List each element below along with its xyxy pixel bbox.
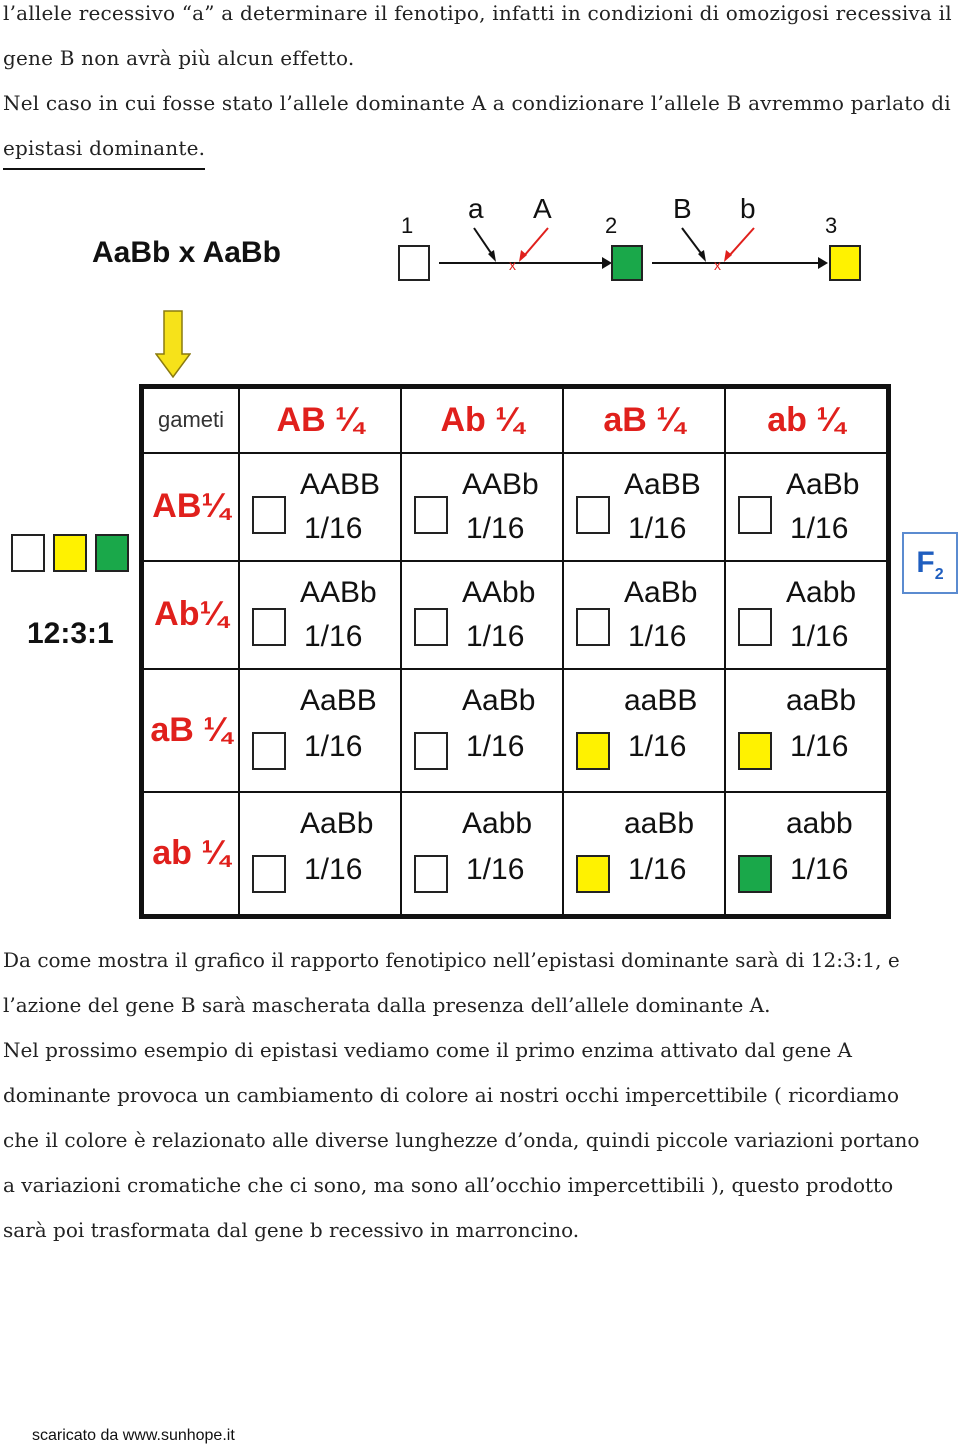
pathway-arrow-B: [682, 228, 703, 256]
fraction: 1/16: [790, 729, 849, 763]
punnett-cell: [563, 561, 725, 669]
pathway-arrowhead-A: [519, 250, 527, 262]
intro-line-3: Nel caso in cui fosse stato l’allele dominante A a condizionare l’allele B avremmo parlato di: [3, 91, 951, 115]
punnett-cell: [239, 669, 401, 792]
phenotype-box: [252, 855, 286, 893]
row-header-Ab: Ab¼: [142, 561, 240, 669]
pathway-arrowhead-b: [724, 250, 732, 262]
intro-line-1: l’allele recessivo “a” a determinare il fenotipo, infatti in condizioni di omozigosi recessiva il: [3, 1, 952, 25]
phenotype-box: [738, 855, 772, 893]
fraction: 1/16: [304, 511, 363, 545]
body-paragraph-2: [3, 1028, 953, 1253]
col-header-AB: AB ¼: [239, 387, 401, 453]
phenotype-box: [252, 732, 286, 770]
fraction: 1/16: [466, 619, 525, 653]
body-p2-line-2: dominante provoca un cambiamento di colore ai nostri occhi impercettibile ( ricordiamo: [3, 1083, 899, 1107]
pathway-allele-B: B: [673, 193, 692, 224]
intro-line-4: epistasi dominante.: [3, 128, 205, 170]
pathway-white-box: [399, 246, 429, 280]
fraction: 1/16: [466, 852, 525, 886]
phenotype-box: [576, 732, 610, 770]
genotype: AAbb: [462, 575, 536, 609]
punnett-square: [139, 384, 891, 919]
genotype: AaBB: [300, 683, 377, 717]
body-p1-line-1: Da come mostra il grafico il rapporto fenotipico nell’epistasi dominante sarà di 12:3:1, e: [3, 948, 900, 972]
fraction: 1/16: [790, 511, 849, 545]
row-header-aB: aB ¼: [142, 669, 240, 792]
body-p2-line-3: che il colore è relazionato alle diverse lunghezze d’onda, quindi piccole variazioni portano: [3, 1128, 920, 1152]
punnett-cell: [563, 453, 725, 561]
genotype: AABB: [300, 467, 381, 501]
f2-label: [902, 532, 958, 594]
legend-green-box: [95, 534, 129, 572]
phenotype-box: [252, 608, 286, 646]
col-header-ab: ab ¼: [725, 387, 889, 453]
phenotype-box: [414, 608, 448, 646]
pathway-diagram: [390, 190, 870, 290]
punnett-cell: [725, 669, 889, 792]
genotype: AaBb: [786, 467, 860, 501]
genotype: AaBb: [300, 806, 374, 840]
genotype: AABb: [462, 467, 539, 501]
fraction: 1/16: [466, 729, 525, 763]
punnett-cell: [725, 561, 889, 669]
body-p1-line-2: l’azione del gene B sarà mascherata dalla presenza dell’allele dominante A.: [3, 993, 771, 1017]
phenotype-box: [252, 496, 286, 534]
punnett-cell: [401, 792, 563, 917]
pathway-yellow-box: [830, 246, 860, 280]
pathway-arrow-A: [524, 228, 548, 256]
genotype: Aabb: [786, 575, 857, 609]
phenotype-box: [738, 608, 772, 646]
f2-sub: 2: [934, 566, 944, 583]
body-paragraph-1: [3, 938, 953, 1028]
fraction: 1/16: [628, 729, 687, 763]
pathway-green-box: [612, 246, 642, 280]
pathway-arrow-b: [729, 228, 754, 256]
pathway-step-2-label: 2: [605, 213, 618, 238]
intro-line-4-wrapper: [3, 128, 205, 170]
fraction: 1/16: [628, 511, 687, 545]
genotype: Aabb: [462, 806, 533, 840]
phenotype-box: [414, 855, 448, 893]
genotype: AaBb: [624, 575, 698, 609]
genotype: aaBb: [624, 806, 695, 840]
fraction: 1/16: [304, 852, 363, 886]
row-header-ab: ab ¼: [142, 792, 240, 917]
fraction: 1/16: [466, 511, 525, 545]
punnett-cell: [563, 792, 725, 917]
f2-main: F: [916, 546, 935, 579]
pathway-inhibit-x-1: x: [509, 257, 516, 273]
genotype: aaBB: [624, 683, 698, 717]
punnett-cell: [401, 561, 563, 669]
body-p2-line-1: Nel prossimo esempio di epistasi vediamo come il primo enzima attivato dal gene A: [3, 1038, 852, 1062]
pathway-allele-A: A: [533, 193, 552, 224]
punnett-cell: [239, 792, 401, 917]
intro-line-2: gene B non avrà più alcun effetto.: [3, 46, 355, 70]
punnett-cell: [563, 669, 725, 792]
phenotype-box: [738, 496, 772, 534]
punnett-cell: [401, 453, 563, 561]
cross-label: AaBb x AaBb: [92, 236, 281, 269]
down-arrow-icon: [155, 310, 191, 378]
genotype: AaBB: [624, 467, 701, 501]
body-p2-line-5: sarà poi trasformata dal gene b recessivo in marroncino.: [3, 1218, 580, 1242]
genotype: AaBb: [462, 683, 536, 717]
phenotype-box: [576, 855, 610, 893]
pathway-arrow-a: [474, 228, 493, 256]
genotype: aaBb: [786, 683, 857, 717]
punnett-cell: [401, 669, 563, 792]
phenotype-box: [576, 496, 610, 534]
pathway-inhibit-x-2: x: [714, 257, 721, 273]
punnett-cell: [725, 792, 889, 917]
punnett-corner: gameti: [142, 387, 240, 453]
pathway-allele-b: b: [740, 193, 756, 224]
legend-white-box: [11, 534, 45, 572]
legend-yellow-box: [53, 534, 87, 572]
genotype: AABb: [300, 575, 377, 609]
col-header-Ab: Ab ¼: [401, 387, 563, 453]
fraction: 1/16: [628, 619, 687, 653]
fraction: 1/16: [304, 619, 363, 653]
pathway-allele-a: a: [468, 193, 484, 224]
punnett-cell: [239, 561, 401, 669]
pathway-step-1-label: 1: [401, 213, 414, 238]
pathway-step-3-label: 3: [825, 213, 838, 238]
punnett-cell: [239, 453, 401, 561]
phenotype-box: [576, 608, 610, 646]
fraction: 1/16: [628, 852, 687, 886]
pathway-arrowhead-1: [602, 257, 612, 269]
pathway-arrowhead-2: [818, 257, 828, 269]
footer-source: scaricato da www.sunhope.it: [32, 1427, 235, 1444]
phenotype-box: [738, 732, 772, 770]
ratio-label: 12:3:1: [27, 617, 114, 650]
body-p2-line-4: a variazioni cromatiche che ci sono, ma sono all’occhio impercettibili ), questo prodotto: [3, 1173, 894, 1197]
genotype: aabb: [786, 806, 853, 840]
row-header-AB: AB¼: [142, 453, 240, 561]
fraction: 1/16: [790, 852, 849, 886]
col-header-aB: aB ¼: [563, 387, 725, 453]
phenotype-box: [414, 732, 448, 770]
punnett-cell: [725, 453, 889, 561]
phenotype-box: [414, 496, 448, 534]
fraction: 1/16: [790, 619, 849, 653]
fraction: 1/16: [304, 729, 363, 763]
